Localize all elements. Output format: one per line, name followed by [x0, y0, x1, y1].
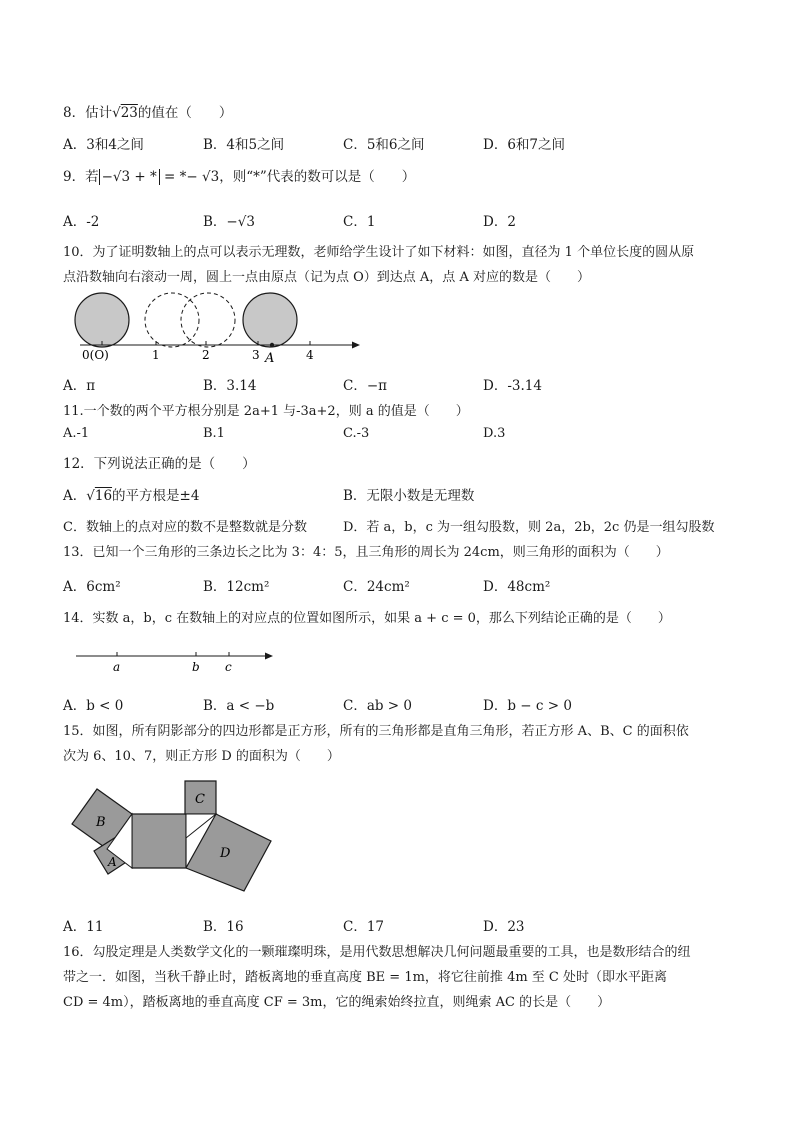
- axis-arrow-icon: [352, 342, 360, 349]
- q15-option-c: C．17: [343, 919, 385, 935]
- q8-radicand: 23: [120, 105, 138, 121]
- label-d: D: [220, 846, 231, 861]
- q10-figure: [72, 290, 372, 365]
- q16-line1: 16．勾股定理是人类数学文化的一颗璀璨明珠，是用代数思想解决几何问题最重要的工具，也是数形结合的纽: [63, 945, 691, 960]
- q11-option-d: D.3: [483, 426, 506, 441]
- square-center: [132, 814, 186, 868]
- q10-option-a: A．π: [63, 378, 96, 394]
- q8-option-c: C．5和6之间: [343, 137, 425, 153]
- q9-pre: 9．若: [63, 169, 99, 185]
- label-b: b: [192, 660, 200, 674]
- q12-option-a: [63, 484, 199, 504]
- q13-option-b: B．12cm²: [203, 579, 270, 595]
- q11-stem: 11.一个数的两个平方根分别是 2a+1 与-3a+2，则 a 的值是（ ）: [63, 404, 469, 419]
- q13-stem: 13．已知一个三角形的三条边长之比为 3：4：5，且三角形的周长为 24cm，则三角形的面积为（ ）: [63, 545, 669, 560]
- sqrt-icon: √: [112, 105, 121, 121]
- q9-option-c: C．1: [343, 214, 376, 230]
- sqrt-icon: √: [86, 488, 95, 504]
- q12-option-d: D．若 a，b，c 为一组勾股数，则 2a，2b，2c 仍是一组勾股数: [343, 520, 715, 535]
- end-circle: [243, 293, 297, 347]
- q16-line3: CD = 4m），踏板离地的垂直高度 CF = 3m，它的绳索始终拉直，则绳索 AC 的长是（ ）: [63, 995, 611, 1010]
- q15-line1: 15．如图，所有阴影部分的四边形都是正方形，所有的三角形都是直角三角形，若正方形 A、B、C 的面积依: [63, 724, 689, 739]
- rolling-circle-dashed-1: [145, 293, 199, 347]
- q15-line2: 次为 6、10、7，则正方形 D 的面积为（ ）: [63, 749, 340, 764]
- q13-option-d: D．48cm²: [483, 579, 551, 595]
- tick-label-2: 2: [202, 348, 210, 362]
- q9-mid: = *− √3: [164, 169, 220, 185]
- q10-option-c: C．−π: [343, 378, 388, 394]
- q9-option-b: B．−√3: [203, 214, 255, 230]
- q10-line1: 10．为了证明数轴上的点可以表示无理数，老师给学生设计了如下材料：如图，直径为 1 个单位长度的圆从原: [63, 245, 695, 260]
- tick-label-0: 0(O): [82, 348, 109, 362]
- axis-arrow-icon: [265, 653, 273, 660]
- q9-option-d: D．2: [483, 214, 516, 230]
- q8-post: 的值在（ ）: [137, 105, 233, 121]
- q8-pre: 8．估计: [63, 105, 113, 121]
- tick-label-4: 4: [306, 348, 314, 362]
- point-label-a: A: [265, 351, 275, 366]
- q11-option-a: A.-1: [63, 426, 90, 441]
- q13-option-c: C．24cm²: [343, 579, 410, 595]
- q14-option-b: B．a < −b: [203, 698, 275, 714]
- q14-option-d: D．b − c > 0: [483, 698, 572, 714]
- q14-option-c: C．ab > 0: [343, 698, 413, 714]
- point-a-dot: [270, 343, 274, 347]
- q8-stem: [63, 101, 232, 121]
- q8-option-a: A．3和4之间: [63, 137, 144, 153]
- q15-option-b: B．16: [203, 919, 244, 935]
- q11-option-b: B.1: [203, 426, 225, 441]
- q12-option-a-radicand: 16: [94, 488, 113, 504]
- q8-option-b: B．4和5之间: [203, 137, 285, 153]
- tick-label-1: 1: [152, 348, 160, 362]
- q14-option-a: A．b < 0: [63, 698, 124, 714]
- rolling-circle-dashed-2: [181, 293, 235, 347]
- tick-label-3: 3: [252, 348, 260, 362]
- q9-option-a: A．-2: [63, 214, 100, 230]
- q12-option-a-text: 的平方根是±4: [112, 488, 200, 504]
- q15-figure: [70, 778, 280, 893]
- q11-option-c: C.-3: [343, 426, 370, 441]
- q15-option-d: D．23: [483, 919, 525, 935]
- q8-option-d: D．6和7之间: [483, 137, 566, 153]
- q9-abs: [99, 169, 160, 185]
- q14-figure: [76, 645, 276, 675]
- q9-stem: [63, 165, 415, 185]
- q14-stem: 14．实数 a，b，c 在数轴上的对应点的位置如图所示，如果 a + c = 0，那么下列结论正确的是（ ）: [63, 611, 671, 626]
- q12-option-c: C．数轴上的点对应的数不是整数就是分数: [63, 520, 307, 535]
- q12-option-b: B．无限小数是无理数: [343, 488, 475, 504]
- q15-option-a: A．11: [63, 919, 104, 935]
- q9-abs-content: −√3 + *: [101, 169, 157, 185]
- label-a: a: [113, 660, 121, 674]
- start-circle: [75, 293, 129, 347]
- q16-line2: 带之一．如图，当秋千静止时，踏板离地的垂直高度 BE = 1m，将它往前推 4m 至 C 处时（即水平距离: [63, 970, 668, 985]
- q9-post: ，则“*”代表的数可以是（ ）: [219, 169, 416, 185]
- label-c: C: [195, 792, 205, 807]
- q13-option-a: A．6cm²: [63, 579, 121, 595]
- label-b: B: [96, 815, 106, 830]
- q10-option-b: B．3.14: [203, 378, 257, 394]
- label-a: A: [108, 855, 117, 869]
- q10-line2: 点沿数轴向右滚动一周，圆上一点由原点（记为点 O）到达点 A，点 A 对应的数是（ ）: [63, 270, 590, 285]
- q10-option-d: D．-3.14: [483, 378, 542, 394]
- q12-stem: 12．下列说法正确的是（ ）: [63, 456, 256, 472]
- q12-option-a-label: A．: [63, 488, 87, 504]
- label-c: c: [225, 660, 232, 674]
